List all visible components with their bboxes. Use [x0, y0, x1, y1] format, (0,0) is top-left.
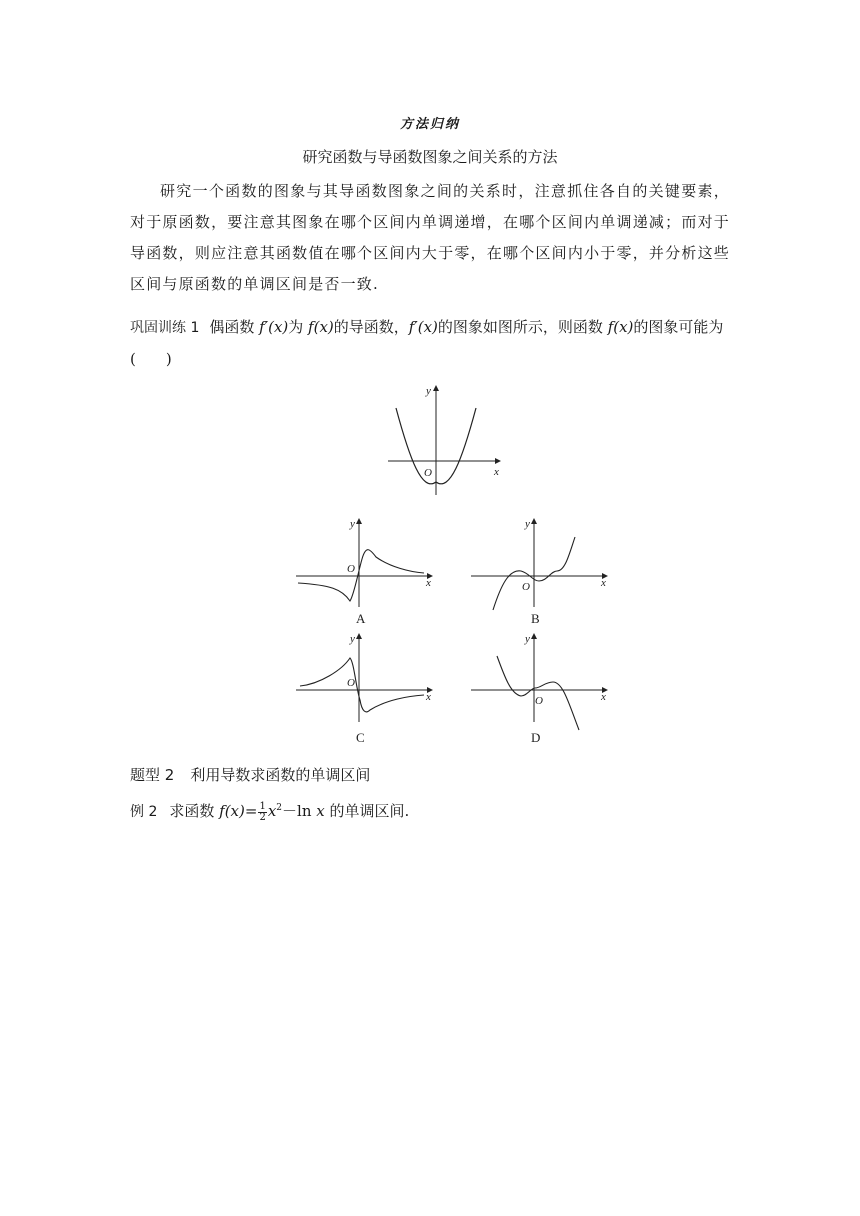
variable-x: x [267, 802, 277, 820]
option-d-graph [465, 630, 615, 745]
heading-label: 题型 2 [130, 766, 175, 784]
y-axis-label: y [426, 385, 431, 397]
function-symbol: f(x) [308, 318, 334, 336]
example-text: 的单调区间. [324, 802, 410, 820]
option-d-label: D [531, 730, 541, 745]
exercise-text: 偶函数 [209, 318, 260, 336]
equals-sign: = [244, 802, 258, 820]
exercise-text: 的导函数， [333, 318, 409, 336]
variable-x: x [316, 802, 325, 820]
option-b-graph [465, 515, 615, 627]
option-a-label: A [356, 611, 366, 626]
function-symbol: f(x) [607, 318, 634, 336]
fraction-one-half [258, 802, 266, 823]
example-2 [130, 800, 409, 823]
x-axis-label: x [426, 691, 431, 703]
option-c-label: C [356, 730, 365, 745]
subtitle: 研究函数与导函数图象之间关系的方法 [302, 148, 558, 166]
section-heading-type2 [130, 764, 370, 785]
derivative-graph [380, 380, 510, 500]
derivative-symbol: f′(x) [408, 318, 438, 336]
origin-label: O [424, 467, 432, 479]
heading-text: 利用导数求函数的单调区间 [190, 766, 371, 784]
example-label: 例 2 [130, 804, 158, 820]
example-text: －ln [282, 802, 317, 820]
origin-label: O [347, 563, 355, 575]
y-axis-label: y [525, 633, 530, 645]
example-text: 求函数 [169, 802, 220, 820]
y-axis-label: y [525, 518, 530, 530]
derivative-symbol: f′(x) [259, 318, 289, 336]
y-axis-label: y [350, 518, 355, 530]
exercise-text: 为 [288, 318, 309, 336]
option-c-graph [290, 630, 440, 745]
x-axis-label: x [601, 691, 606, 703]
option-a-graph [290, 515, 440, 627]
fraction-numerator: 1 [259, 800, 266, 812]
origin-label: O [535, 695, 543, 707]
fraction-denominator: 2 [259, 811, 266, 823]
origin-label: O [347, 677, 355, 689]
origin-label: O [522, 581, 530, 593]
x-axis-label: x [494, 466, 499, 478]
exercise-text: 的图象如图所示，则函数 [437, 318, 608, 336]
exponent: 2 [276, 803, 283, 813]
section-title: 方法归纳 [399, 117, 460, 132]
exercise-label: 巩固训练 1 [130, 320, 200, 336]
x-axis-label: x [426, 577, 431, 589]
method-paragraph: 研究一个函数的图象与其导函数图象之间的关系时，注意抓住各自的关键要素，对于原函数，要注意其图象在哪个区间内单调递增，在哪个区间内单调递减；而对于导函数，则应注意其函数值在哪个区间内大于零，在哪个区间内小于零，并分析这些区间与原函数的单调区间是否一致. [130, 182, 730, 293]
exercise-question [130, 312, 730, 375]
x-axis-label: x [601, 577, 606, 589]
y-axis-label: y [350, 633, 355, 645]
option-b-label: B [531, 611, 540, 626]
function-symbol: f(x) [219, 802, 245, 820]
exercise-text: 的图象可能为( ) [130, 318, 724, 368]
